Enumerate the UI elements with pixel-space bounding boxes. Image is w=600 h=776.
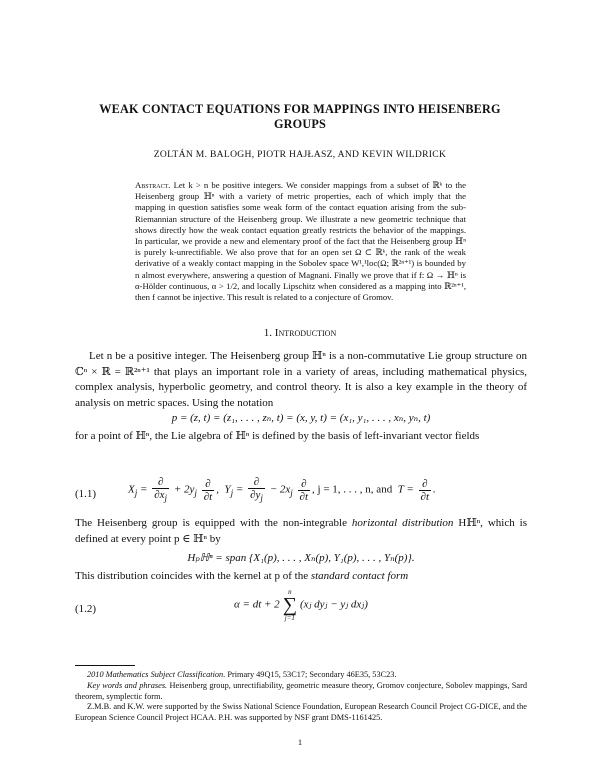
footnote-keywords (75, 681, 527, 703)
footnote-rule (75, 665, 135, 666)
footnote-keywords-text: Heisenberg group, unrectifiability, geometric measure theory, Gromov conjecture, Sobolev mappings, Sard theorem, symplectic form. (75, 680, 527, 701)
footnotes (75, 670, 527, 724)
equation-1-1: $X_j$ = $\frac{\partial}{\partial x_j}$ + $2y_j$ $\frac{\partial}{\partial t}$ , $Y_j$ = $\frac{\partial}{\partial y_j}$ − $2x_j$ $\frac{\partial}{\partial t}$ , j = 1, . . . , n, and T = $\frac{\partial}{\partial t}$ . (128, 476, 436, 504)
intro-paragraph-4 (75, 569, 527, 585)
equation-1-2-right: (xⱼ dyⱼ − yⱼ dxⱼ) (299, 598, 368, 611)
sum-lower-limit: j=1 (284, 614, 295, 622)
footnote-keywords-label: Key words and phrases. (87, 680, 168, 690)
footnote-msc-text: Primary 49Q15, 53C17; Secondary 46E35, 53C23. (227, 670, 397, 679)
footnote-msc (75, 670, 527, 681)
intro-paragraph-1: Let n be a positive integer. The Heisenberg group ℍⁿ is a non-commutative Lie group structure on ℂⁿ × ℝ = ℝ²ⁿ⁺¹ that plays an important role in a variety of areas, including mathematical physics, complex analysis, hyperbolic geometry, and control theory. It is also a key example in the theory of analysis on metric spaces. Using the notation (75, 350, 527, 409)
para3-text-b: Hℍⁿ, which is defined at every point p ∈ ℍⁿ by (75, 517, 528, 545)
footnote-msc-label: 2010 Mathematics Subject Classification. (87, 670, 226, 679)
horizontal-distribution: Hₚℍⁿ = span {X₁(p), . . . , Xₙ(p), Y₁(p), . . . , Yₙ(p)}. (187, 552, 415, 564)
abstract-lead: Abstract. (135, 180, 171, 190)
paper-title (70, 102, 530, 132)
footnote-funding: Z.M.B. and K.W. were supported by the Swiss National Science Foundation, European Research Council Project CG-DICE, and the European Science Council Project HCAA. P.H. was supported by NSF grant DMS-1161425. (75, 702, 527, 723)
section-number: 1. (263, 327, 273, 339)
equation-1-2-left: α = dt + 2 (234, 598, 280, 611)
point-notation: p = (z, t) = (z₁, . . . , zₙ, t) = (x, y, t) = (x₁, y₁, . . . , xₙ, yₙ, t) (171, 412, 431, 424)
equation-1-1-label: (1.1) (75, 488, 97, 500)
author-list: ZOLTÁN M. BALOGH, PIOTR HAJŁASZ, AND KEVIN WILDRICK (153, 149, 447, 160)
abstract-body: Let k > n be positive integers. We consider mappings from a subset of ℝᵏ to the Heisenberg group ℍⁿ with a variety of metric properties, each of which imply that the mapping in question satisfies some weak form of the contact equation arising from the sub-Riemannian structure of the Heisenberg group. We illustrate a new geometric technique that shows directly how the weak contact equation greatly restricts the behavior of the mappings. In particular, we provide a new and elementary proof of the fact that the Heisenberg group ℍⁿ is purely k-unrectifiable. We also prove that for an open set Ω ⊂ ℝᵏ, the rank of the weak derivative of a weakly contact mapping in the Sobolev space W¹,¹loc(Ω; ℝ²ⁿ⁺¹) is bounded by n almost everywhere, answering a question of Magnani. Finally we prove that if f: Ω → ℍⁿ is α-Hölder continuous, α > 1/2, and locally Lipschitz when considered as a mapping into ℝ²ⁿ⁺¹, then f cannot be injective. This result is related to a conjecture of Gromov. (135, 180, 466, 303)
abstract (135, 180, 466, 303)
para3-emphasis: horizontal distribution (351, 517, 454, 529)
page-number: 1 (297, 737, 303, 747)
intro-paragraph-3 (75, 516, 527, 547)
intro-paragraph-2: for a point of ℍⁿ, the Lie algebra of ℍⁿ is defined by the basis of left-invariant vector fields (75, 430, 480, 442)
section-heading (70, 327, 530, 339)
title-line-2: GROUPS (274, 117, 326, 131)
para3-text-a: The Heisenberg group is equipped with the non-integrable (75, 517, 347, 529)
title-line-1: WEAK CONTACT EQUATIONS FOR MAPPINGS INTO HEISENBERG (99, 102, 501, 116)
section-title: Introduction (274, 327, 337, 339)
summation: n ∑ j=1 (282, 588, 297, 622)
equation-1-2-label: (1.2) (75, 603, 97, 615)
para4-emphasis: standard contact form (310, 570, 409, 582)
sum-upper-limit: n (288, 588, 292, 596)
equation-1-1-tail: , j = 1, . . . , n, and (312, 483, 393, 496)
equation-1-2 (234, 588, 368, 622)
para4-text-a: This distribution coincides with the kernel at p of the (75, 570, 309, 582)
